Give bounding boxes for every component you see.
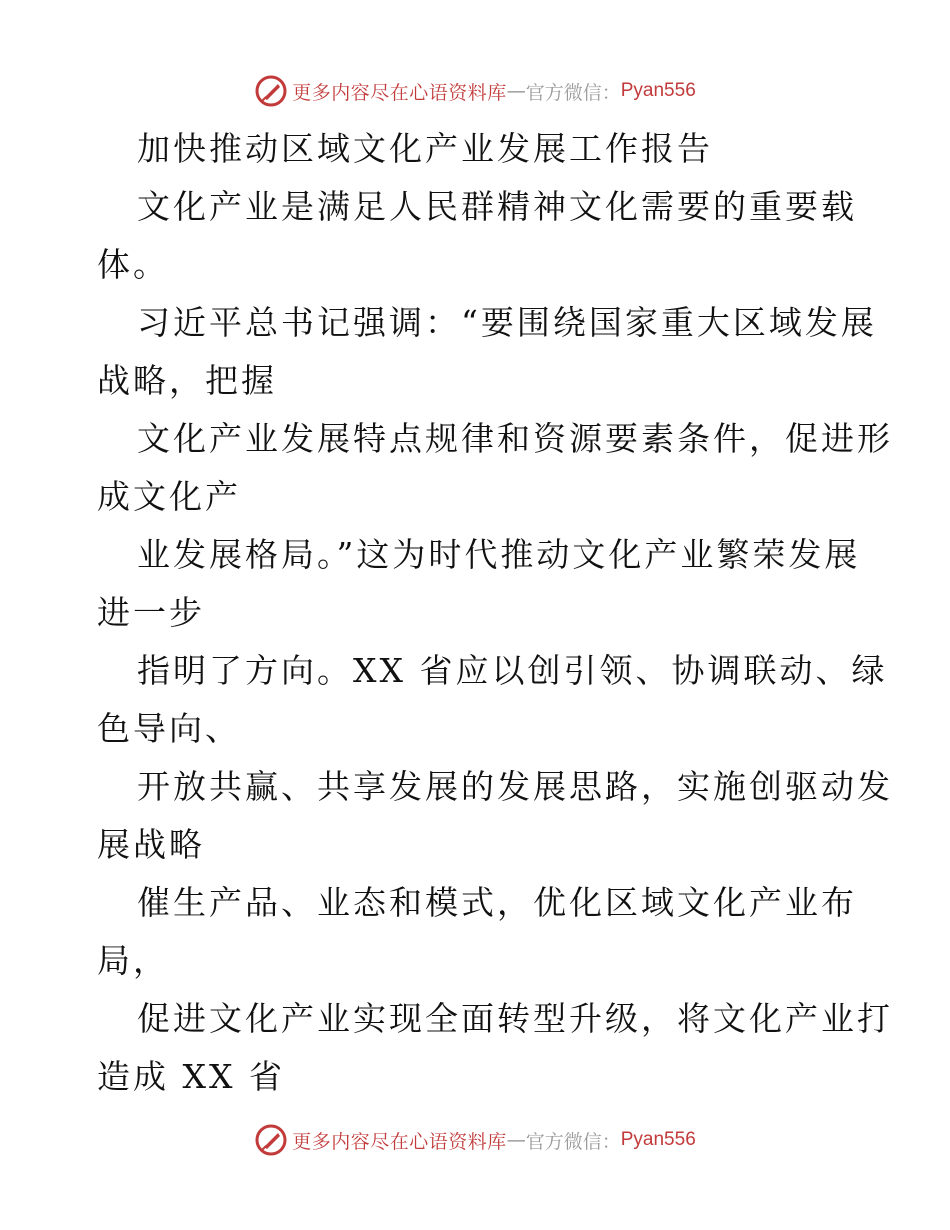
watermark-wechat-id: Pyan556 xyxy=(620,1129,696,1150)
watermark-dash: — xyxy=(506,1129,526,1151)
footer-watermark xyxy=(0,1120,950,1160)
text-line: 指明了方向。XX 省应以创引领、协调联动、绿 xyxy=(137,651,888,690)
header-watermark xyxy=(0,71,950,111)
text-line: 成文化产 xyxy=(97,477,241,516)
text-line: 文化产业是满足人民群精神文化需要的重要载 xyxy=(137,187,857,226)
text-line: 业发展格局。”这为时代推动文化产业繁荣发展 xyxy=(137,535,861,574)
text-line: 展战略 xyxy=(97,825,205,864)
watermark-wechat-label: 官方微信： xyxy=(525,1130,621,1153)
text-line: 促进文化产业实现全面转型升级，将文化产业打 xyxy=(137,999,893,1038)
text-line: 催生产品、业态和模式，优化区域文化产业布 xyxy=(137,883,857,922)
watermark-wechat-label: 官方微信： xyxy=(525,81,621,104)
watermark-text: 更多内容尽在心语资料库 xyxy=(292,1130,507,1153)
text-line: 造成 XX 省 xyxy=(97,1057,285,1096)
watermark-wechat-id: Pyan556 xyxy=(620,80,696,101)
document-body xyxy=(97,120,893,1106)
text-line: 战略，把握 xyxy=(97,361,277,400)
text-line: 体。 xyxy=(97,245,169,284)
quill-logo-icon xyxy=(254,74,288,108)
watermark-dash: — xyxy=(506,80,526,102)
quill-logo-icon xyxy=(254,1123,288,1157)
text-line: 习近平总书记强调：“要围绕国家重大区域发展 xyxy=(137,303,877,342)
document-title: 加快推动区域文化产业发展工作报告 xyxy=(137,129,713,168)
watermark-text: 更多内容尽在心语资料库 xyxy=(292,81,507,104)
text-line: 开放共赢、共享发展的发展思路，实施创驱动发 xyxy=(137,767,893,806)
text-line: 文化产业发展特点规律和资源要素条件，促进形 xyxy=(137,419,893,458)
text-line: 色导向、 xyxy=(97,709,241,748)
text-line: 进一步 xyxy=(97,593,205,632)
text-line: 局， xyxy=(97,941,169,980)
